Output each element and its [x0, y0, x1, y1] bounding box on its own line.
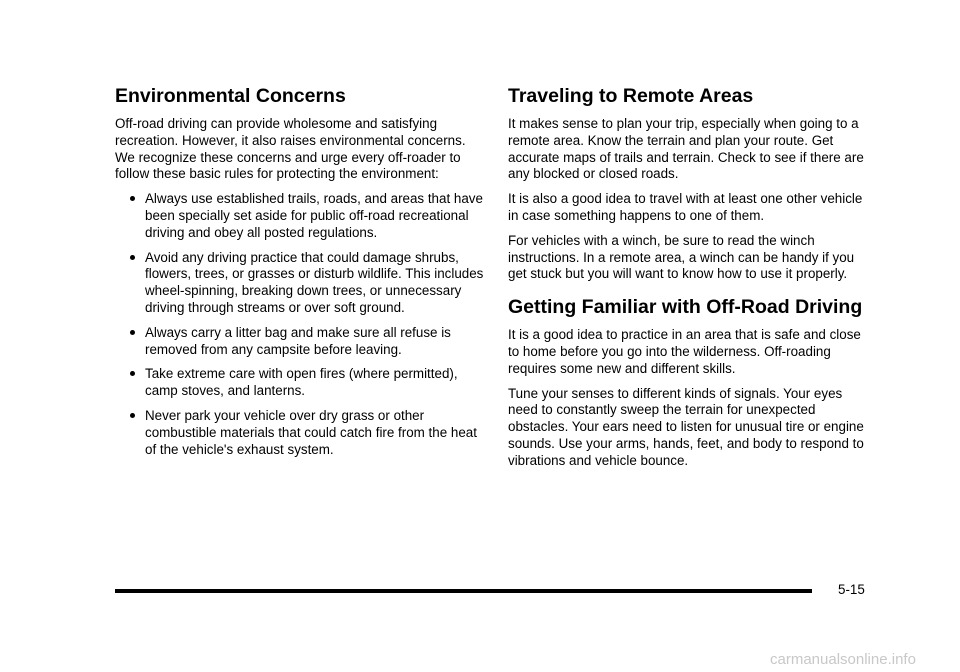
bullet-icon [130, 330, 135, 335]
left-column [115, 84, 485, 466]
bullet-icon [130, 413, 135, 418]
bullet-icon [130, 196, 135, 201]
section-heading-remote-areas: Traveling to Remote Areas [508, 85, 754, 107]
list-item-text: Never park your vehicle over dry grass or other combustible materials that could catch fire from the heat of the vehicle's exhaust system. [145, 407, 477, 457]
right-column [508, 84, 868, 478]
list-item-text: Always carry a litter bag and make sure all refuse is removed from any campsite before leaving. [145, 324, 451, 357]
bullet-icon [130, 371, 135, 376]
remote-paragraph: It is also a good idea to travel with at least one other vehicle in case something happens to one of them. [508, 191, 863, 223]
section-heading-environmental-concerns: Environmental Concerns [115, 85, 346, 107]
watermark: carmanualsonline.info [770, 651, 916, 668]
bullet-icon [130, 255, 135, 260]
off-road-paragraph: Tune your senses to different kinds of signals. Your eyes need to constantly sweep the terrain for unexpected obstacles. Your ears need to listen for unusual tire or engine sounds. Use your arms, hands, feet, and body to respond to vibrations and vehicle bounce. [508, 385, 864, 468]
list-item [115, 408, 485, 458]
off-road-paragraph: It is a good idea to practice in an area that is safe and close to home before you go into the wilderness. Off-roading requires some new and different skills. [508, 327, 861, 376]
remote-paragraph: For vehicles with a winch, be sure to read the winch instructions. In a remote area, a winch can be handy if you get stuck but you will want to know how to use it properly. [508, 232, 855, 282]
section-heading-off-road-driving: Getting Familiar with Off-Road Driving [508, 296, 863, 319]
list-item [115, 250, 485, 317]
list-item-text: Avoid any driving practice that could damage shrubs, flowers, trees, or grasses or disturb wildlife. This includes wheel-spinning, breaking down trees, or unnecessary driving through streams or over soft ground. [145, 249, 484, 315]
environment-rules-list [115, 191, 485, 458]
page-number: 5-15 [838, 582, 865, 597]
list-item [115, 366, 485, 400]
intro-paragraph: Off-road driving can provide wholesome and satisfying recreation. However, it also raises environmental concerns. We recognize these concerns and urge every off-roader to follow these basic rules for protecting the environment: [115, 116, 466, 182]
remote-paragraph: It makes sense to plan your trip, especially when going to a remote area. Know the terrain and plan your route. Get accurate maps of trails and terrain. Check to see if there are any blocked or closed roads. [508, 116, 864, 182]
list-item [115, 191, 485, 241]
list-item-text: Take extreme care with open fires (where permitted), camp stoves, and lanterns. [145, 366, 458, 399]
list-item-text: Always use established trails, roads, and areas that have been specially set aside for public off-road recreational driving and obey all posted regulations. [145, 191, 483, 240]
footer-rule [115, 589, 812, 593]
list-item [115, 325, 485, 359]
